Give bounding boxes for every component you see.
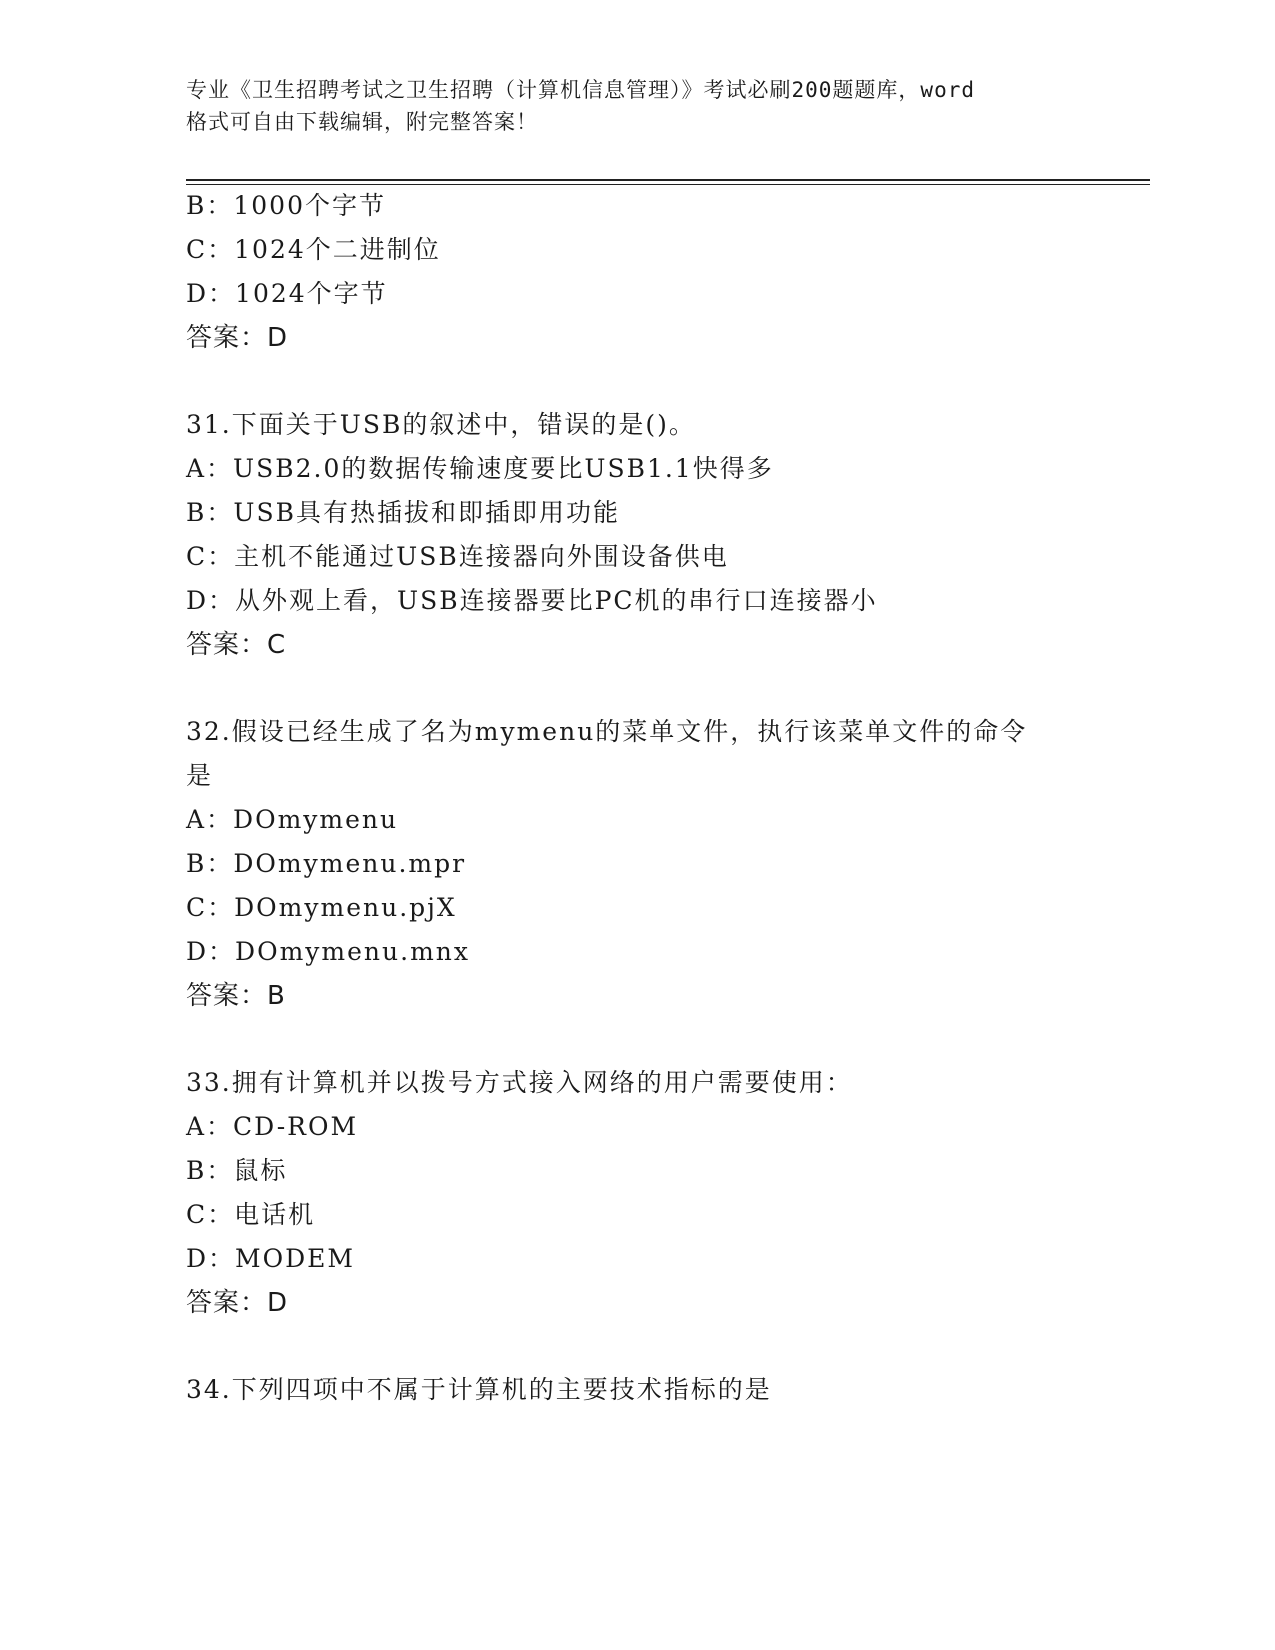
q32-option-a: A：DOmymenu <box>186 805 399 834</box>
q33-option-d: D：MODEM <box>186 1244 356 1273</box>
document-header: 专业《卫生招聘考试之卫生招聘（计算机信息管理）》考试必刷200题题库，word 格式可自由下载编辑，附完整答案！ <box>186 78 975 134</box>
q30-answer: 答案：D <box>186 323 289 353</box>
q33-answer: 答案：D <box>186 1288 289 1318</box>
q32-option-c: C：DOmymenu.pjX <box>186 893 457 922</box>
q31-option-d: D：从外观上看，USB连接器要比PC机的串行口连接器小 <box>186 586 878 615</box>
q33-option-c: C：电话机 <box>186 1200 316 1229</box>
q32-stem-line1: 32.假设已经生成了名为mymenu的菜单文件，执行该菜单文件的命令 <box>186 717 1028 746</box>
header-divider-thick <box>186 179 1150 181</box>
q30-option-b: B：1000个字节 <box>186 191 386 220</box>
q33-stem: 33.拥有计算机并以拨号方式接入网络的用户需要使用： <box>186 1068 853 1097</box>
q33-option-a: A：CD-ROM <box>186 1112 359 1141</box>
q31-option-c: C：主机不能通过USB连接器向外围设备供电 <box>186 542 729 571</box>
q31-option-a: A：USB2.0的数据传输速度要比USB1.1快得多 <box>186 454 774 483</box>
header-divider-thin <box>186 184 1150 185</box>
q31-answer: 答案：C <box>186 630 287 660</box>
q30-option-d: D：1024个字节 <box>186 279 388 308</box>
q31-stem: 31.下面关于USB的叙述中，错误的是()。 <box>186 410 696 439</box>
q30-option-c: C：1024个二进制位 <box>186 235 441 264</box>
q34-stem: 34.下列四项中不属于计算机的主要技术指标的是 <box>186 1375 772 1404</box>
q31-option-b: B：USB具有热插拔和即插即用功能 <box>186 498 620 527</box>
q32-answer: 答案：B <box>186 981 286 1011</box>
q33-option-b: B：鼠标 <box>186 1156 288 1185</box>
q32-option-d: D：DOmymenu.mnx <box>186 937 470 966</box>
q32-option-b: B：DOmymenu.mpr <box>186 849 467 878</box>
q32-stem-line2: 是 <box>186 761 214 790</box>
